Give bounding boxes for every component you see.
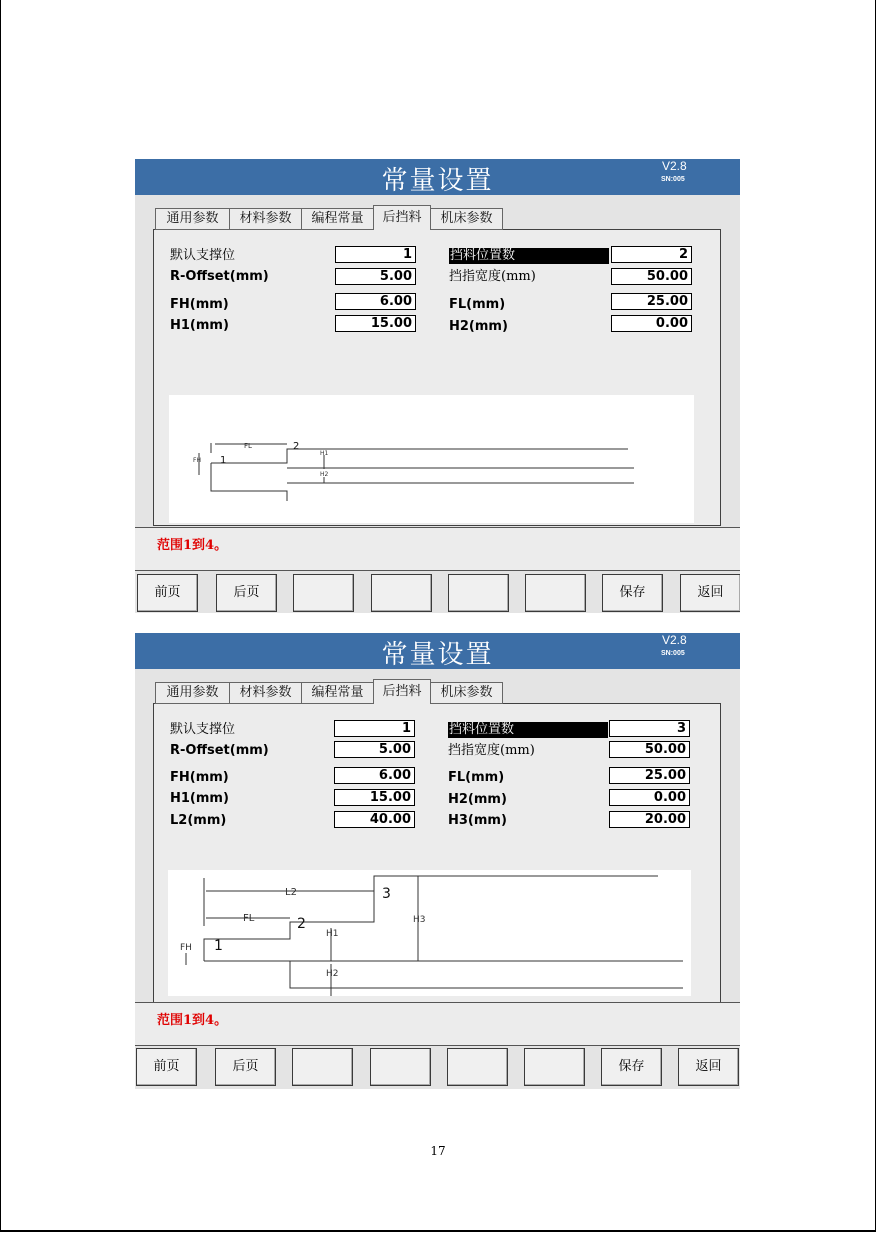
save-button[interactable]: 保存 [601,1048,662,1086]
r-offset-label: R-Offset(mm) [170,743,269,758]
fh-input[interactable]: 6.00 [334,767,415,784]
prev-page-button[interactable]: 前页 [136,1048,197,1086]
h2-dim-label: H2 [320,471,329,478]
tab-general[interactable]: 通用参数 [155,208,230,230]
backgauge-diagram [168,870,691,996]
h2-label: H2(mm) [449,319,508,334]
tab-backgauge[interactable]: 后挡料 [373,205,431,230]
screenshot-1 [135,159,740,613]
version-label: V2.8 [662,633,687,647]
h1-input[interactable]: 15.00 [334,789,415,806]
finger-width-label: 挡指宽度(mm) [448,743,535,758]
h1-label: H1(mm) [170,791,229,806]
prev-page-button[interactable]: 前页 [137,574,198,612]
fl-label: FL(mm) [448,770,505,785]
tab-programming[interactable]: 编程常量 [301,682,374,704]
stop-count-input[interactable]: 2 [611,246,692,263]
return-button[interactable]: 返回 [678,1048,739,1086]
fh-input[interactable]: 6.00 [335,293,416,310]
tab-machine[interactable]: 机床参数 [430,208,503,230]
step-1-label: 1 [214,938,223,954]
next-page-button[interactable]: 后页 [216,574,277,612]
h2-input[interactable]: 0.00 [609,789,690,806]
status-message: 范围1到4。 [157,538,228,553]
function-button-6[interactable] [524,1048,585,1086]
backgauge-diagram [169,395,694,523]
function-button-3[interactable] [292,1048,353,1086]
stop-count-input[interactable]: 3 [609,720,690,737]
support-pos-input[interactable]: 1 [335,246,416,263]
l2-input[interactable]: 40.00 [334,811,415,828]
page-number: 17 [430,1144,446,1158]
step-3-label: 3 [382,886,391,902]
fh-label: FH(mm) [170,297,229,312]
step-1-label: 1 [220,455,227,466]
tab-material[interactable]: 材料参数 [229,682,302,704]
fl-input[interactable]: 25.00 [609,767,690,784]
step-2-label: 2 [293,441,300,452]
step-2-label: 2 [297,916,306,932]
next-page-button[interactable]: 后页 [215,1048,276,1086]
window-title: 常量设置 [381,166,494,196]
h2-input[interactable]: 0.00 [611,315,692,332]
fh-dim-label: FH [180,943,192,953]
support-pos-label: 默认支撑位 [170,248,236,263]
tab-programming[interactable]: 编程常量 [301,208,374,230]
h2-dim-label: H2 [326,969,339,979]
l2-label: L2(mm) [170,813,227,828]
serial-label: SN:005 [661,650,685,657]
finger-width-input[interactable]: 50.00 [611,268,692,285]
function-button-6[interactable] [525,574,586,612]
window-title: 常量设置 [381,640,494,670]
title-bar [135,159,740,195]
r-offset-label: R-Offset(mm) [170,269,269,284]
fl-label: FL(mm) [449,297,506,312]
tab-machine[interactable]: 机床参数 [430,682,503,704]
h1-label: H1(mm) [170,318,229,333]
support-pos-label: 默认支撑位 [170,722,236,737]
screenshot-2 [135,633,740,1089]
title-bar [135,633,740,669]
tab-backgauge[interactable]: 后挡料 [373,679,431,704]
h1-dim-label: H1 [326,929,339,939]
version-label: V2.8 [662,159,687,173]
serial-label: SN:005 [661,176,685,183]
finger-width-label: 挡指宽度(mm) [449,269,536,284]
function-button-5[interactable] [448,574,509,612]
stop-count-label: 挡料位置数 [449,248,609,264]
l2-dim-label: L2 [285,887,297,898]
fl-dim-label: FL [244,442,252,450]
fl-dim-label: FL [243,913,255,924]
h3-label: H3(mm) [448,813,507,828]
function-button-4[interactable] [371,574,432,612]
function-button-3[interactable] [293,574,354,612]
stop-count-label: 挡料位置数 [448,722,608,738]
h2-label: H2(mm) [448,792,507,807]
status-message: 范围1到4。 [157,1013,228,1028]
h1-dim-label: H1 [320,450,329,457]
function-button-5[interactable] [447,1048,508,1086]
status-bar [135,527,740,571]
finger-width-input[interactable]: 50.00 [609,741,690,758]
fh-dim-label: FH [193,457,201,464]
r-offset-input[interactable]: 5.00 [334,741,415,758]
h1-input[interactable]: 15.00 [335,315,416,332]
r-offset-input[interactable]: 5.00 [335,268,416,285]
h3-dim-label: H3 [413,915,426,925]
status-bar [135,1002,740,1046]
tab-general[interactable]: 通用参数 [155,682,230,704]
function-button-4[interactable] [370,1048,431,1086]
h3-input[interactable]: 20.00 [609,811,690,828]
return-button[interactable]: 返回 [680,574,740,612]
support-pos-input[interactable]: 1 [334,720,415,737]
fh-label: FH(mm) [170,770,229,785]
save-button[interactable]: 保存 [602,574,663,612]
tab-material[interactable]: 材料参数 [229,208,302,230]
fl-input[interactable]: 25.00 [611,293,692,310]
